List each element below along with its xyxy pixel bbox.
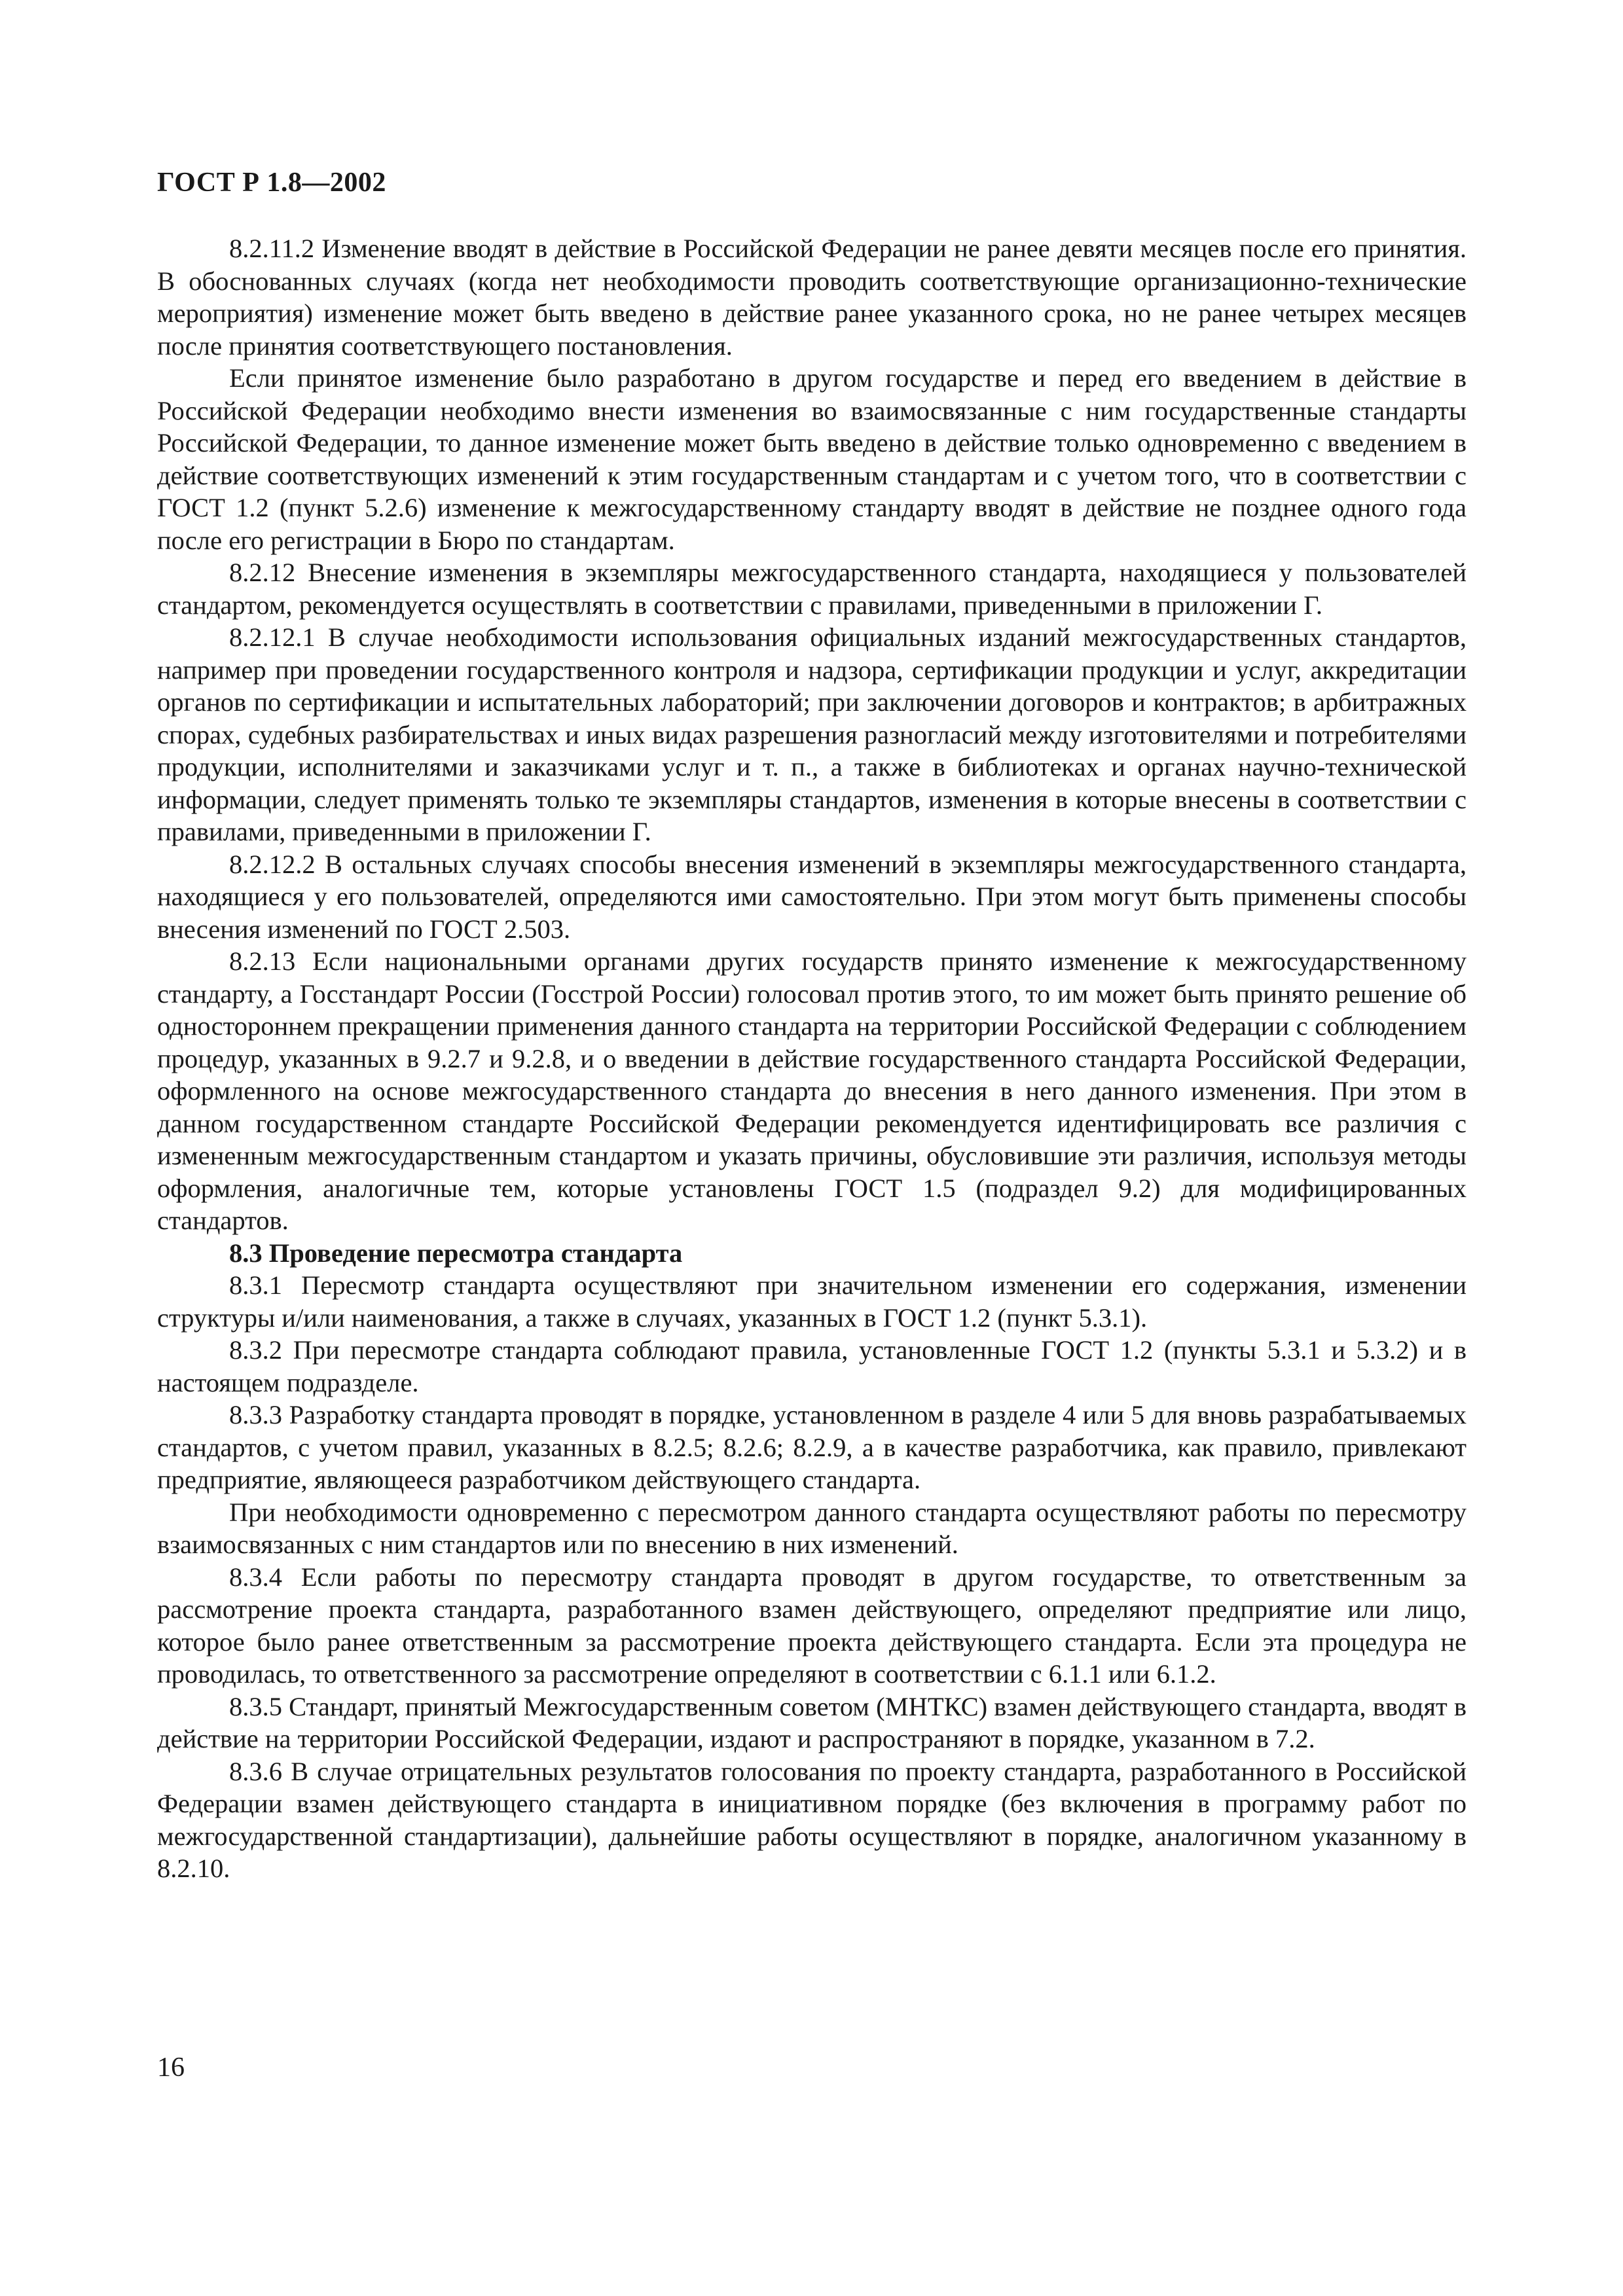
paragraph-8-3-1: 8.3.1 Пересмотр стандарта осуществляют при значительном изменении его содержания, изменении структуры и/или наименования, а также в случаях, указанных в ГОСТ 1.2 (пункт 5.3.1).	[157, 1270, 1467, 1333]
paragraph-continuation: Если принятое изменение было разработано в другом государстве и перед его введением в действие в Российской Федерации необходимо внести изменения во взаимосвязанные с ним государственные стандарты Российской Федерации, то данное изменение может быть введено в действие только одновременно с введением в действие соответствующих изменений к этим государственным стандартам и с учетом того, что в соответствии с ГОСТ 1.2 (пункт 5.2.6) изменение к межгосударственному стандарту вводят в действие не позднее одного года после его регистрации в Бюро по стандартам.	[157, 363, 1467, 555]
paragraph-8-3-4: 8.3.4 Если работы по пересмотру стандарта проводят в другом государстве, то ответственным за рассмотрение проекта стандарта, разработанного взамен действующего, определяют предприятие или лицо, которое было ранее ответственным за рассмотрение проекта действующего стандарта. Если эта процедура не проводилась, то ответственного за рассмотрение определяют в соответствии с 6.1.1 или 6.1.2.	[157, 1562, 1467, 1689]
paragraph-8-3-3: 8.3.3 Разработку стандарта проводят в порядке, установленном в разделе 4 или 5 для вновь разрабатываемых стандартов, с учетом правил, указанных в 8.2.5; 8.2.6; 8.2.9, а в качестве разработчика, как правило, привлекают предприятие, являющееся разработчиком действующего стандарта.	[157, 1400, 1467, 1494]
running-header: ГОСТ Р 1.8—2002	[157, 168, 386, 198]
paragraph-8-3-3-continuation: При необходимости одновременно с пересмотром данного стандарта осуществляют работы по пересмотру взаимосвязанных с ним стандартов или по внесению в них изменений.	[157, 1497, 1467, 1559]
paragraph-8-2-12-2: 8.2.12.2 В остальных случаях способы внесения изменений в экземпляры межгосударственного стандарта, находящиеся у его пользователей, определяются ими самостоятельно. При этом могут быть применены способы внесения изменений по ГОСТ 2.503.	[157, 849, 1467, 944]
paragraph-8-2-12-1: 8.2.12.1 В случае необходимости использования официальных изданий межгосударственных стандартов, например при проведении государственного контроля и надзора, сертификации продукции и услуг, аккредитации органов по сертификации и испытательных лабораторий; при заключении договоров и контрактов; в арбитражных спорах, судебных разбирательствах и иных видах разрешения разногласий между изготовителями и потребителями продукции, исполнителями и заказчиками услуг и т. п., а также в библиотеках и органах научно-технической информации, следует применять только те экземпляры стандартов, изменения в которые внесены в соответствии с правилами, приведенными в приложении Г.	[157, 622, 1467, 846]
paragraph-8-3-2: 8.3.2 При пересмотре стандарта соблюдают правила, установленные ГОСТ 1.2 (пункты 5.3.1 и 5.3.2) и в настоящем подразделе.	[157, 1335, 1467, 1397]
document-body	[157, 232, 1467, 1885]
paragraph-8-2-12: 8.2.12 Внесение изменения в экземпляры межгосударственного стандарта, находящиеся у пользователей стандартом, рекомендуется осуществлять в соответствии с правилами, приведенными в приложении Г.	[157, 558, 1467, 620]
section-heading-8-3: 8.3 Проведение пересмотра стандарта	[229, 1238, 683, 1268]
paragraph-8-2-11-2: 8.2.11.2 Изменение вводят в действие в Российской Федерации не ранее девяти месяцев после его принятия. В обоснованных случаях (когда нет необходимости проводить соответствующие организационно-технические мероприятия) изменение может быть введено в действие ранее указанного срока, но не ранее четырех месяцев после принятия соответствующего постановления.	[157, 234, 1467, 361]
paragraph-8-2-13: 8.2.13 Если национальными органами других государств принято изменение к межгосударственному стандарту, а Госстандарт России (Госстрой России) голосовал против этого, то им может быть принято решение об одностороннем прекращении применения данного стандарта на территории Российской Федерации с соблюдением процедур, указанных в 9.2.7 и 9.2.8, и о введении в действие государственного стандарта Российской Федерации, оформленного на основе межгосударственного стандарта до внесения в него данного изменения. При этом в данном государственном стандарте Российской Федерации рекомендуется идентифицировать все различия с измененным межгосударственным стандартом и указать причины, обусловившие эти различия, используя методы оформления, аналогичные тем, которые установлены ГОСТ 1.5 (подраздел 9.2) для модифицированных стандартов.	[157, 946, 1467, 1235]
page-number: 16	[157, 2053, 185, 2083]
paragraph-8-3-6: 8.3.6 В случае отрицательных результатов голосования по проекту стандарта, разработанного в Российской Федерации взамен действующего стандарта в инициативном порядке (без включения в программу работ по межгосударственной стандартизации), дальнейшие работы осуществляют в порядке, аналогичном указанному в 8.2.10.	[157, 1756, 1467, 1883]
paragraph-8-3-5: 8.3.5 Стандарт, принятый Межгосударственным советом (МНТКС) взамен действующего стандарта, вводят в действие на территории Российской Федерации, издают и распространяют в порядке, указанном в 7.2.	[157, 1691, 1467, 1753]
